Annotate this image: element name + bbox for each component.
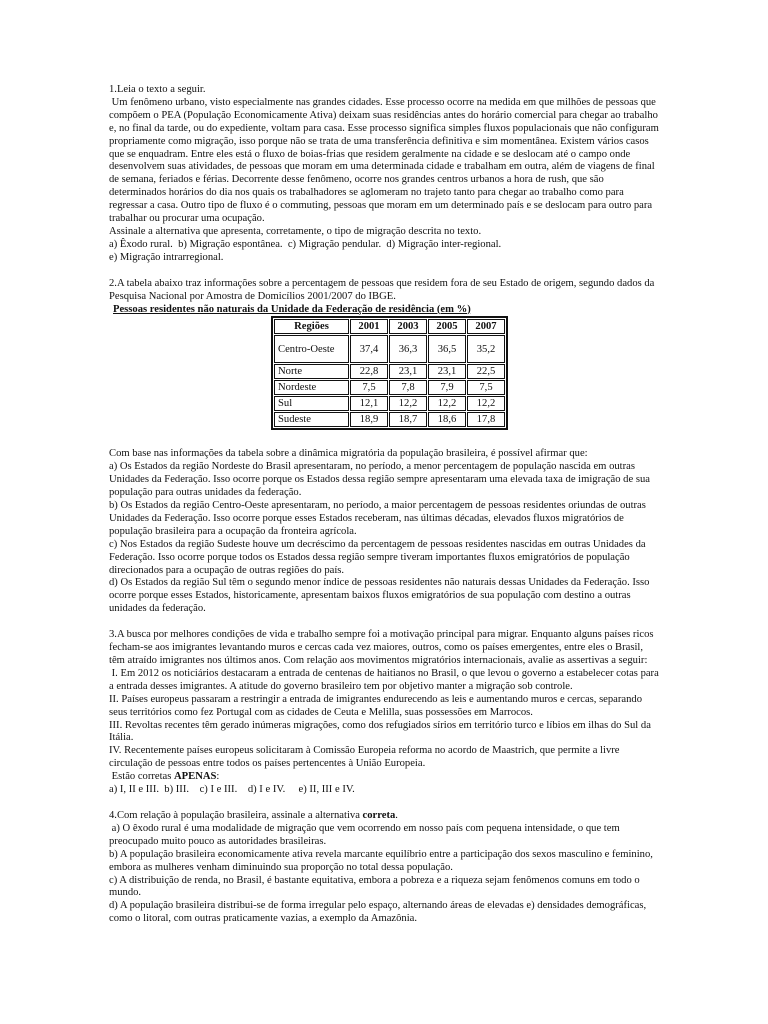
table-cell-region: Sul bbox=[274, 396, 349, 411]
question-3-prompt bbox=[109, 771, 659, 784]
table-header-cell: 2007 bbox=[467, 319, 505, 334]
document-page bbox=[109, 84, 662, 926]
migration-table bbox=[271, 316, 508, 430]
question-2-option-a: a) Os Estados da região Nordeste do Brasil apresentaram, no período, a menor percentagem de população nascida em outras Unidades da Federação. Isso ocorre porque os Estados dessa região sempre apresentaram uma elevada taxa de imigração de sua população para outras unidades da federação. bbox=[109, 461, 650, 499]
question-2 bbox=[109, 278, 659, 617]
question-3 bbox=[109, 629, 662, 797]
table-header-cell: Regiões bbox=[274, 319, 349, 334]
question-3-item-1: I. Em 2012 os noticiários destacaram a entrada de centenas de haitianos no Brasil, o que levou o governo a estabelecer cotas para a entrada desses imigrantes. A atitude do governo brasileiro tem por objetivo manter a migração sob controle. bbox=[109, 667, 662, 692]
table-row bbox=[274, 412, 505, 427]
table-cell: 37,4 bbox=[350, 335, 388, 363]
table-header-cell: 2005 bbox=[428, 319, 466, 334]
table-cell-region: Sudeste bbox=[274, 412, 349, 427]
question-2-option-c: c) Nos Estados da região Sudeste houve um decréscimo da percentagem de pessoas residentes nascidas em outras Unidades da Federação. Isso ocorre porque todos os Estados dessa região sempre tiveram importantes fluxos emigratórios de população direcionados para a ocupação de outras regiões do país. bbox=[109, 538, 646, 576]
question-2-intro: 2.A tabela abaixo traz informações sobre a percentagem de pessoas que residem fora de seu Estado de origem, segundo dados da Pesquisa Nacional por Amostra de Domicílios 2001/2007 do IBGE. bbox=[109, 277, 655, 302]
table-cell-region: Norte bbox=[274, 364, 349, 379]
table-cell: 17,8 bbox=[467, 412, 505, 427]
table-cell: 18,7 bbox=[389, 412, 427, 427]
table-cell: 23,1 bbox=[389, 364, 427, 379]
table-header-cell: 2003 bbox=[389, 319, 427, 334]
table-cell-region: Centro-Oeste bbox=[274, 335, 349, 363]
table-cell: 18,9 bbox=[350, 412, 388, 427]
question-4-option-a: a) O êxodo rural é uma modalidade de migração que vem ocorrendo em nosso país com pequena intensidade, o que tem preocupado muito pouco as autoridades brasileiras. bbox=[109, 822, 623, 847]
question-2-option-d: d) Os Estados da região Sul têm o segundo menor índice de pessoas residentes não naturais dessas Unidades da Federação. Isso ocorre porque esses Estados, historicamente, apresentam baixos fluxos emigratórios de sua população com destino a outras unidades da federação. bbox=[109, 577, 650, 615]
question-4-option-d: d) A população brasileira distribui-se de forma irregular pelo espaço, alternando áreas de elevadas e) densidades demográficas, como o litoral, com outras praticamente vazias, a exemplo da Amazônia. bbox=[109, 900, 647, 925]
table-cell: 12,2 bbox=[428, 396, 466, 411]
table-cell: 12,2 bbox=[389, 396, 427, 411]
table-cell: 7,8 bbox=[389, 380, 427, 395]
table-cell-region: Nordeste bbox=[274, 380, 349, 395]
question-1 bbox=[109, 84, 662, 265]
table-cell: 7,5 bbox=[467, 380, 505, 395]
table-cell: 22,8 bbox=[350, 364, 388, 379]
question-1-options-line-2: e) Migração intrarregional. bbox=[109, 251, 224, 263]
question-3-item-2: II. Países europeus passaram a restringir a entrada de imigrantes endurecendo as leis e aumentando muros e cercas, separando seus territórios como fez Portugal com as cidades de Ceuta e Melilla, suas possessões em Marrocos. bbox=[109, 693, 643, 718]
table-cell: 35,2 bbox=[467, 335, 505, 363]
table-row bbox=[274, 380, 505, 395]
question-3-intro: 3.A busca por melhores condições de vida e trabalho sempre foi a motivação principal para migrar. Enquanto alguns países ricos fecham-se aos imigrantes levantando muros e cercas cada vez maiores, outros, como os países emergentes, entre eles o Brasil, têm atraído imigrantes nos últimos anos. Com relação aos movimentos migratórios internacionais, avalie as assertivas a seguir: bbox=[109, 629, 654, 666]
table-cell: 22,5 bbox=[467, 364, 505, 379]
question-3-item-4: IV. Recentemente países europeus solicitaram à Comissão Europeia reforma no acordo de Maastrich, que permite a livre circulação de pessoas entre todos os países pertencentes à União Europeia. bbox=[109, 745, 620, 770]
table-cell: 36,3 bbox=[389, 335, 427, 363]
table-cell: 7,9 bbox=[428, 380, 466, 395]
table-row bbox=[274, 396, 505, 411]
question-2-prompt: Com base nas informações da tabela sobre a dinâmica migratória da população brasileira, é possível afirmar que: bbox=[109, 448, 588, 460]
table-header-row bbox=[274, 319, 505, 334]
table-cell: 12,2 bbox=[467, 396, 505, 411]
question-3-prompt-suffix: : bbox=[216, 771, 220, 783]
question-1-title: 1.Leia o texto a seguir. bbox=[109, 84, 206, 95]
table-header-cell: 2001 bbox=[350, 319, 388, 334]
question-4-option-c: c) A distribuição de renda, no Brasil, é bastante equitativa, embora a pobreza e a riqueza sejam fenômenos comuns em todo o mundo. bbox=[109, 874, 640, 899]
question-3-options: a) I, II e III. b) III. c) I e III. d) I e IV. e) II, III e IV. bbox=[109, 784, 355, 796]
question-3-prompt-prefix: Estão corretas bbox=[109, 771, 175, 783]
table-cell: 18,6 bbox=[428, 412, 466, 427]
question-4-intro-suffix: . bbox=[395, 809, 398, 821]
question-1-prompt: Assinale a alternativa que apresenta, corretamente, o tipo de migração descrita no texto. bbox=[109, 225, 482, 237]
table-cell: 23,1 bbox=[428, 364, 466, 379]
question-4-intro bbox=[109, 810, 659, 823]
table-cell: 12,1 bbox=[350, 396, 388, 411]
table-title: Pessoas residentes não naturais da Unidade da Federação de residência (em %) bbox=[113, 303, 471, 315]
question-4-intro-emphasis: correta bbox=[362, 809, 396, 821]
question-4-option-b: b) A população brasileira economicamente ativa revela marcante equilíbrio entre a participação dos sexos masculino e feminino, embora as mulheres venham diminuindo sua proporção no total dessa população. bbox=[109, 848, 653, 873]
question-2-option-b: b) Os Estados da região Centro-Oeste apresentaram, no período, a maior percentagem de pessoas residentes oriundas de outras Unidades da Federação. Isso ocorre porque esses Estados receberam, nas últimas décadas, elevados fluxos migratórios de população brasileira para a ocupação da fronteira agrícola. bbox=[109, 500, 646, 537]
table-cell: 36,5 bbox=[428, 335, 466, 363]
table-row bbox=[274, 335, 505, 363]
question-1-text: Um fenômeno urbano, visto especialmente nas grandes cidades. Esse processo ocorre na medida em que milhões de pessoas que compõem o PEA (População Economicamente Ativa) deixam suas residências antes do horário comercial para chegar ao trabalho e, no final da tarde, ou do expediente, voltam para casa. Esse processo significa simples fluxos populacionais que não configuram propriamente como migração, isso porque não se trata de uma transferência definitiva e sim momentânea. Existem vários casos que se enquadram. Entre eles está o fluxo de boias-frias que residem geralmente na cidade e se deslocam até o campo onde desenvolvem suas atividades, de pessoas que moram em uma determinada cidade e trabalham em outra, além de viagens de final de semana, feriados e férias. Decorrente desse fenômeno, ocorre nos grandes centros urbanos a hora de rush, que são determinados horários do dia nos quais os trabalhadores se aglomeram no trajeto tanto para chegar ao trabalho como para regressar a casa. Outro tipo de fluxo é o commuting, pessoas que moram em um determinado país e se deslocam para outro para trabalhar ou procurar uma ocupação. bbox=[109, 96, 662, 225]
question-3-item-3: III. Revoltas recentes têm gerado inúmeras migrações, como dos refugiados sírios em território turco e líbios em ilhas do Sul da Itália. bbox=[109, 719, 651, 744]
table-cell: 7,5 bbox=[350, 380, 388, 395]
question-3-prompt-emphasis: APENAS bbox=[174, 771, 217, 783]
question-4 bbox=[109, 810, 659, 926]
table-row bbox=[274, 364, 505, 379]
question-4-intro-prefix: 4.Com relação à população brasileira, assinale a alternativa bbox=[109, 809, 363, 821]
question-1-options-line-1: a) Êxodo rural. b) Migração espontânea. c) Migração pendular. d) Migração inter-regional. bbox=[109, 238, 502, 250]
